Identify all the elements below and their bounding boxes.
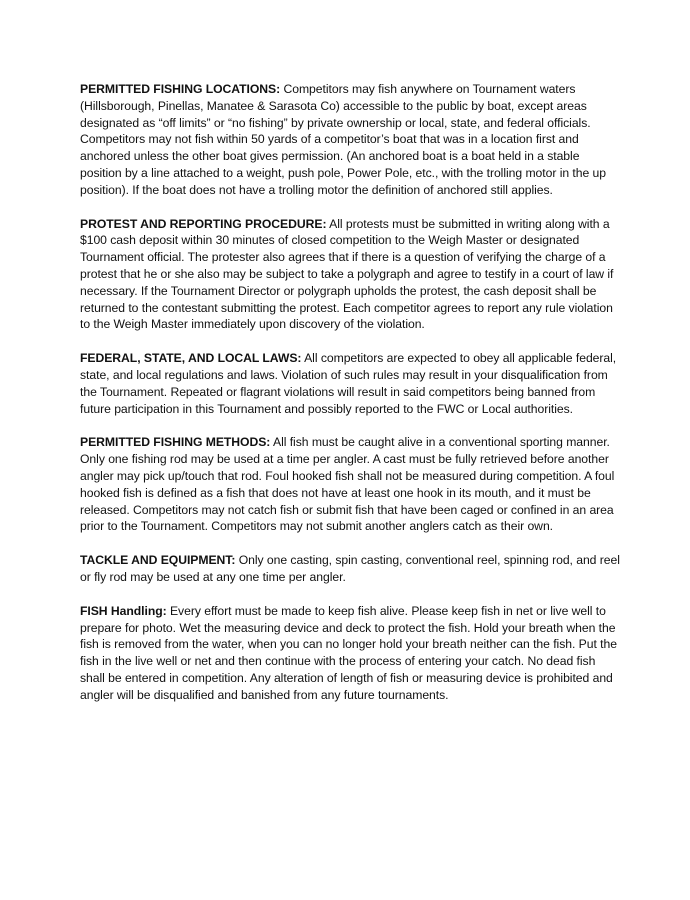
section-federal-state-local-laws <box>80 350 620 417</box>
section-body: Every effort must be made to keep fish alive. Please keep fish in net or live well to prepare for photo. Wet the measuring device and deck to protect the fish. Hold your breath when the fish is removed from the water, when you can no longer hold your breath neither can the fish. Put the fish in the live well or net and then continue with the process of entering your catch. No dead fish shall be entered in competition. Any alteration of length of fish or measuring device is prohibited and angler will be disqualified and banished from any future tournaments. <box>80 603 617 702</box>
section-protest-and-reporting-procedure <box>80 216 620 334</box>
section-body: All protests must be submitted in writing along with a $100 cash deposit within 30 minutes of closed competition to the Weigh Master or designated Tournament official. The protester also agrees that if there is a question of verifying the charge of a protest that he or she also may be subject to take a polygraph and agree to testify in a court of law if necessary. If the Tournament Director or polygraph upholds the protest, the cash deposit shall be returned to the contestant submitting the protest. Each competitor agrees to report any rule violation to the Weigh Master immediately upon discovery of the violation. <box>80 216 614 332</box>
section-body: All competitors are expected to obey all applicable federal, state, and local regulations and laws. Violation of such rules may result in your disqualification from the Tournament. Repeated or flagrant violations will result in said competitors being banned from future participation in this Tournament and possibly reported to the FWC or Local authorities. <box>80 351 617 416</box>
section-heading: PROTEST AND REPORTING PROCEDURE: <box>80 216 327 231</box>
section-heading: PERMITTED FISHING METHODS: <box>80 435 271 450</box>
document-page <box>80 81 620 721</box>
section-fish-handling <box>80 603 620 704</box>
section-permitted-fishing-methods <box>80 434 620 535</box>
section-heading: PERMITTED FISHING LOCATIONS: <box>80 82 281 96</box>
section-tackle-and-equipment <box>80 552 620 586</box>
section-heading: FISH Handling: <box>80 603 167 618</box>
section-heading: TACKLE AND EQUIPMENT: <box>80 553 236 568</box>
section-body: Competitors may fish anywhere on Tournament waters (Hillsborough, Pinellas, Manatee & Sarasota Co) accessible to the public by boat, except areas designated as “off limits” or “no fishing” by private ownership or local, state, and federal officials. Competitors may not fish within 50 yards of a competitor’s boat that was in a location first and anchored unless the other boat gives permission. (An anchored boat is a boat held in a stable position by a line attached to a weight, push pole, Power Pole, etc., with the trolling motor in the up position). If the boat does not have a trolling motor the definition of anchored still applies. <box>80 82 606 197</box>
section-body: Only one casting, spin casting, conventional reel, spinning rod, and reel or fly rod may be used at any one time per angler. <box>80 553 620 584</box>
section-heading: FEDERAL, STATE, AND LOCAL LAWS: <box>80 351 302 366</box>
section-permitted-fishing-locations <box>80 81 620 199</box>
section-body: All fish must be caught alive in a conventional sporting manner. Only one fishing rod may be used at a time per angler. A cast must be fully retrieved before another angler may pick up/touch that rod. Foul hooked fish shall not be measured during competition. A foul hooked fish is defined as a fish that does not have at least one hook in its mouth, and it must be released. Competitors may not catch fish or submit fish that have been caged or confined in an area prior to the Tournament. Competitors may not submit another anglers catch as their own. <box>80 435 615 534</box>
